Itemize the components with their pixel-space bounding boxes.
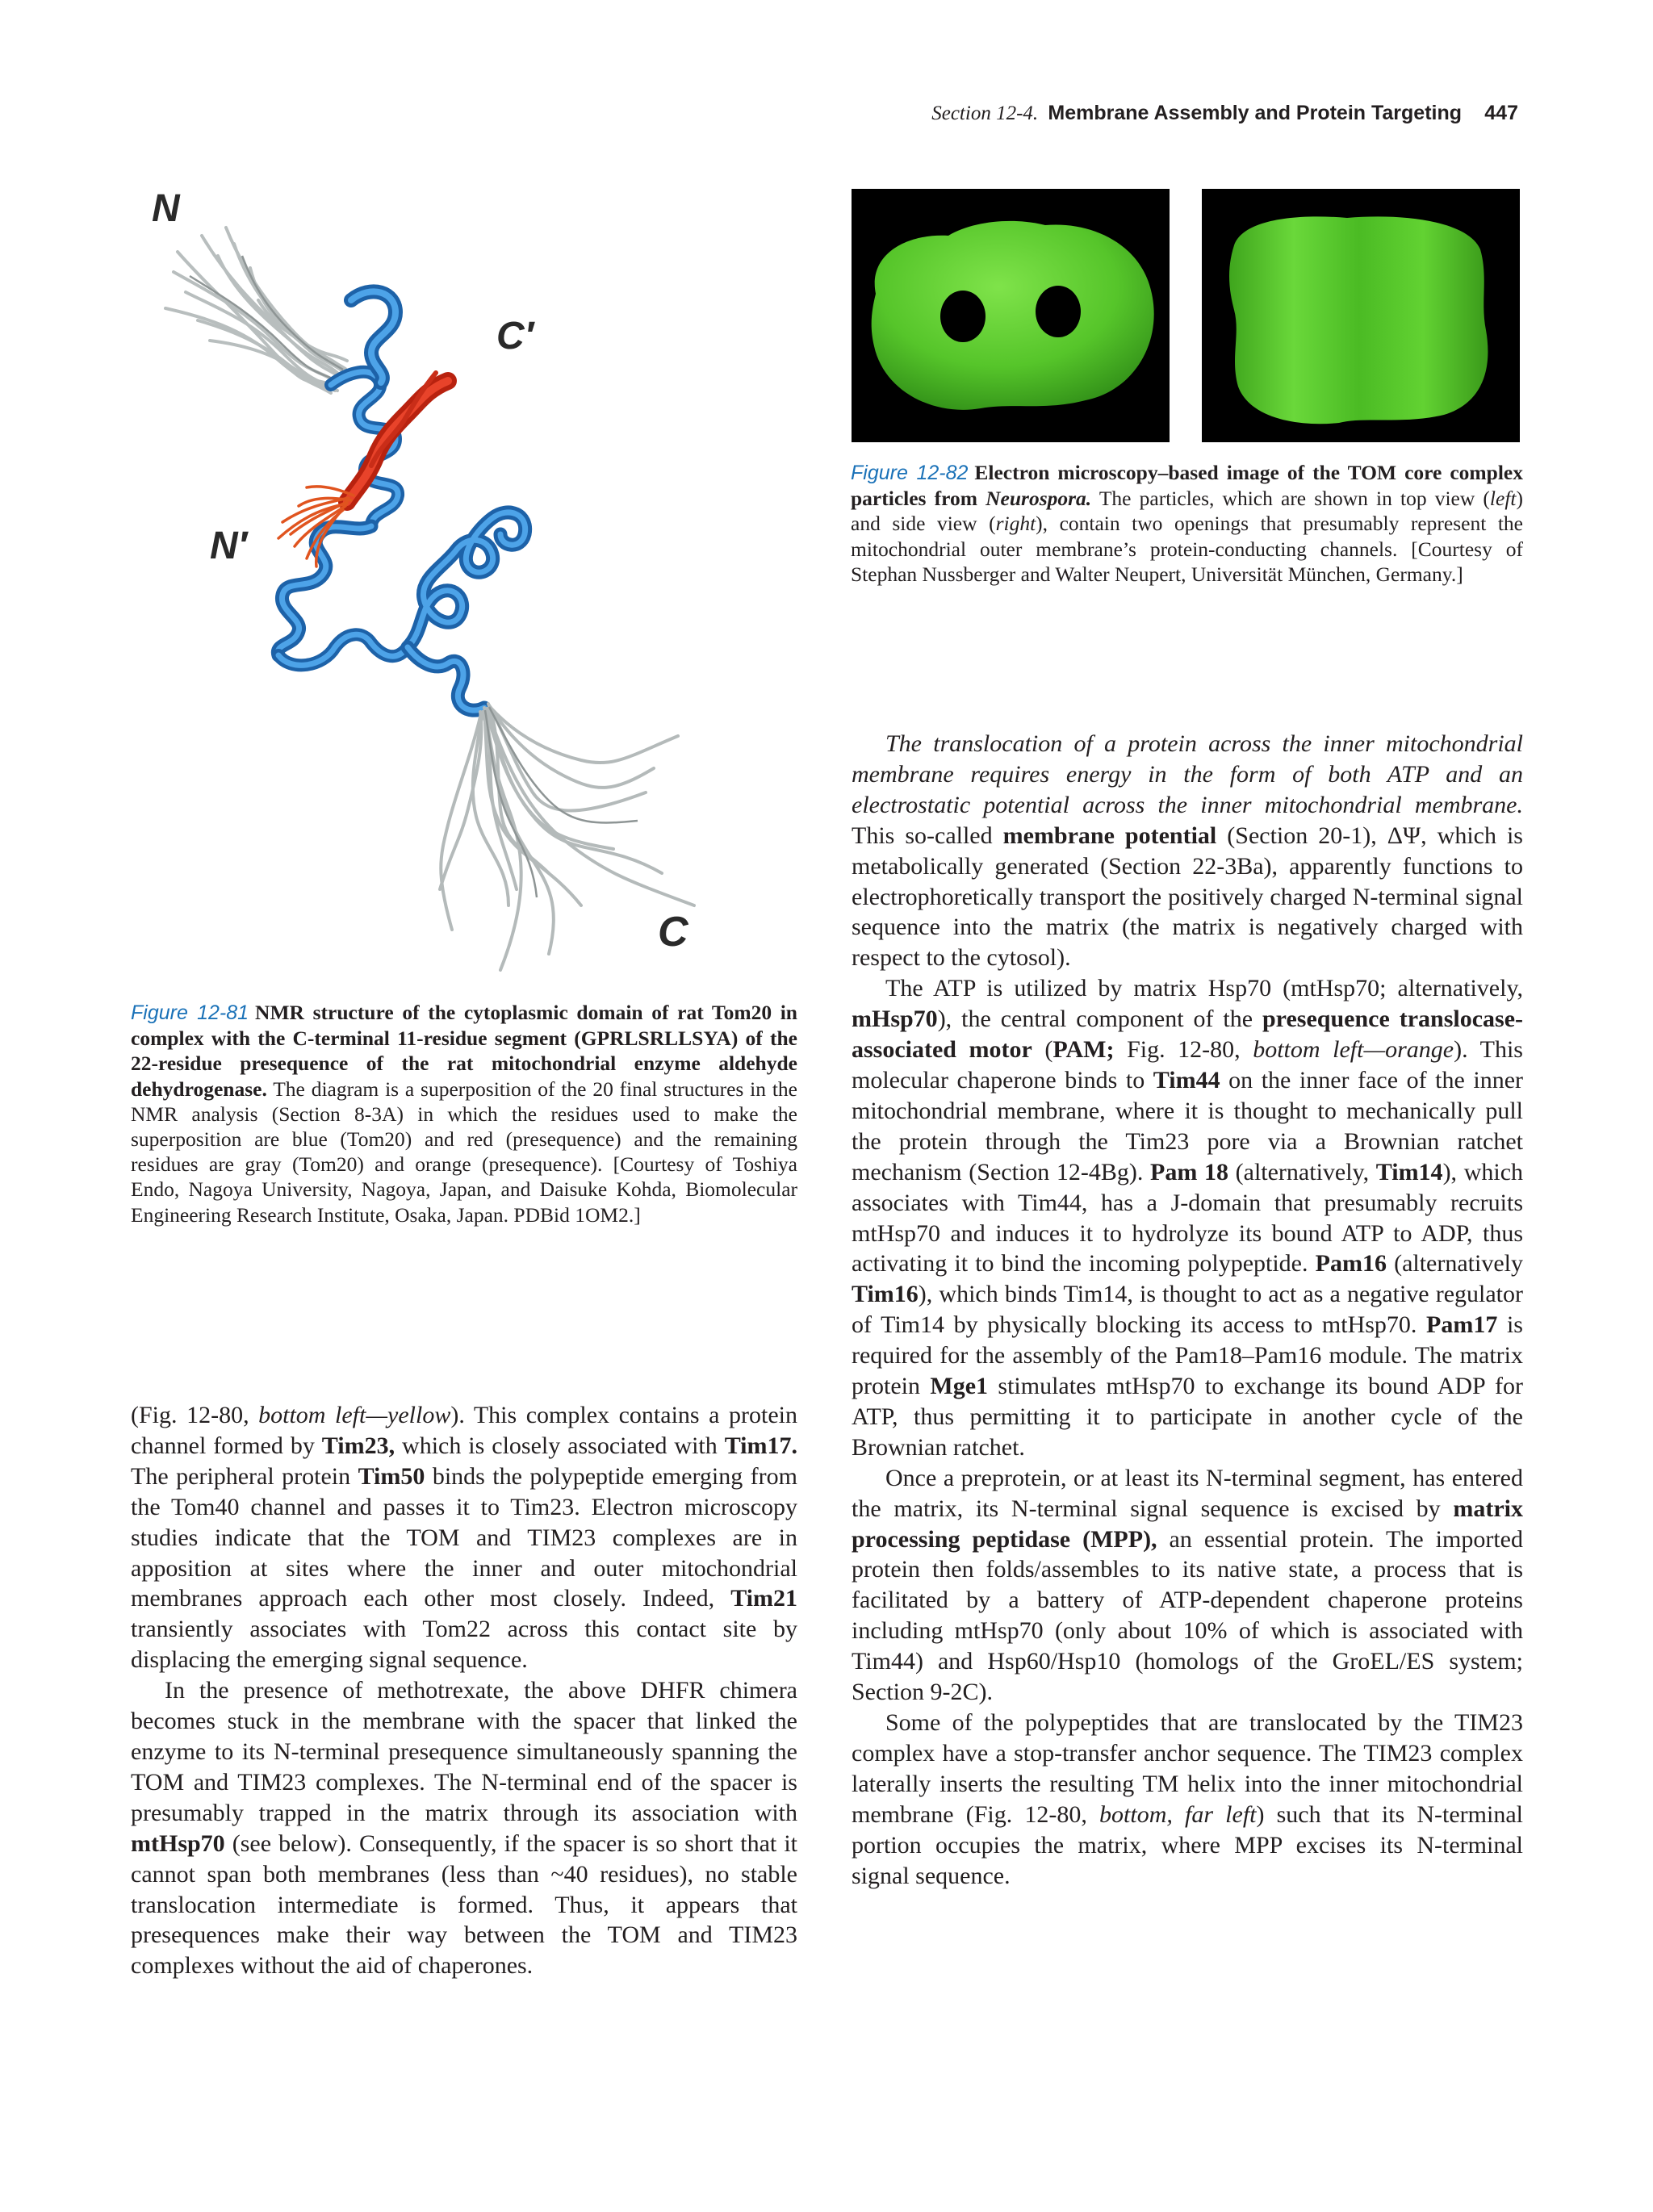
text: ). This molecular chaperone binds to: [852, 1036, 1523, 1093]
figure-12-82-caption: [851, 460, 1523, 587]
bold-term: Tim50: [358, 1462, 425, 1490]
text: an essential protein. The imported protein then folds/assembles to its native state, a process that is facilitated by a battery of ATP-dependent chaperone proteins including mtHsp70 (only about 10% of which is associated with Tim44) and Hsp60/Hsp10 (homologs of the GroEL/ES system; Section 9-2C).: [852, 1525, 1523, 1706]
bold-term: Tim17.: [724, 1432, 798, 1459]
page-number: 447: [1484, 102, 1518, 124]
paragraph: [852, 729, 1523, 973]
text: transiently associates with Tom22 across this contact site by displacing the emerging signal sequence.: [131, 1616, 797, 1674]
caption-text: ) and side view (: [851, 487, 1523, 536]
bold-term: presequence translocase-associated motor: [852, 1006, 1523, 1064]
caption-organism: Neurospora.: [986, 487, 1092, 511]
em-top-view-image: [852, 189, 1170, 442]
text: (Fig. 12-80,: [131, 1402, 259, 1428]
running-header: [931, 102, 1518, 125]
text: Once a preprotein, or at least its N-terminal segment, has entered the matrix, its N-terminal signal sequence is excised by: [852, 1464, 1523, 1522]
text: stimulates mtHsp70 to exchange its bound ADP for ATP, thus permitting it to participate in another cycle of the Brownian ratchet.: [852, 1373, 1523, 1461]
text: ) such that its N-terminal portion occupies the matrix, where MPP excises its N-terminal signal sequence.: [852, 1800, 1523, 1889]
paragraph: [852, 973, 1523, 1463]
caption-text: The diagram is a superposition of the 20 final structures in the NMR analysis (Section 8-3A) in which the residues used to make the superposition are blue (Tom20) and red (presequence) and the remaining residues are gray (Tom20) and orange (presequence). [Courtesy of Toshiya Endo, Nagoya University, Nagoya, Japan, and Daisuke Kohda, Biomolecular Engineering Research Institute, Osaka, Japan. PDBid 1OM2.]: [131, 1077, 797, 1227]
figure-12-81-caption: [131, 1000, 797, 1227]
text: ). This complex contains a protein channel formed by: [131, 1402, 797, 1459]
bold-term: Pam 18: [1150, 1158, 1228, 1185]
caption-title: Electron microscopy–based image of the TOM core complex particles from: [851, 461, 1523, 511]
text: (Section 20-1), ΔΨ, which is metabolically generated (Section 22-3Ba), apparently functions to electrophoretically transport the positively charged N-terminal signal sequence into the matrix (the matrix is negatively charged with respect to the cytosol).: [852, 822, 1523, 972]
caption-italic: right: [995, 512, 1036, 536]
label-c-prime: C′: [496, 315, 534, 358]
section-label: Section 12-4.: [931, 102, 1039, 124]
bold-term: Tim23,: [321, 1432, 395, 1459]
text: This so-called: [852, 822, 1003, 849]
text: which is closely associated with: [395, 1432, 725, 1459]
text: on the inner face of the inner mitochondrial membrane, where it is thought to mechanically pull the protein through the Tim23 pore via a Brownian ratchet mechanism (Section 12-4Bg).: [852, 1066, 1523, 1185]
text: Some of the polypeptides that are translocated by the TIM23 complex have a stop-transfer anchor sequence. The TIM23 complex laterally inserts the resulting TM helix into the inner mitochondrial membrane (Fig. 12-80,: [852, 1709, 1523, 1828]
text: The peripheral protein: [131, 1462, 358, 1490]
label-n-prime: N′: [210, 525, 248, 567]
text: (: [1032, 1036, 1053, 1064]
em-side-view-image: [1202, 189, 1520, 442]
paragraph: [852, 1708, 1523, 1891]
bold-term: Tim14: [1375, 1158, 1443, 1185]
bold-term: Mge1: [930, 1373, 989, 1400]
bold-term: Tim21: [730, 1585, 797, 1612]
caption-italic: left: [1489, 487, 1517, 511]
text: (alternatively: [1386, 1250, 1523, 1277]
left-column-text: [131, 1400, 797, 1981]
tom20-c-terminal-coils: [440, 704, 694, 970]
text: is required for the assembly of the Pam18–Pam16 module. The matrix protein: [852, 1311, 1523, 1400]
caption-text: ), contain two openings that presumably represent the mitochondrial outer membrane’s protein-conducting channels. [Courtesy of Stephan Nussberger and Walter Neupert, Universität München, Germany.]: [851, 512, 1523, 586]
right-column-text: [852, 729, 1523, 1891]
bold-term: matrix processing peptidase (MPP),: [852, 1495, 1523, 1553]
paragraph: [131, 1400, 797, 1675]
text: binds the polypeptide emerging from the Tom40 channel and passes it to Tim23. Electron microscopy studies indicate that the TOM and TIM23 complexes are in apposition at sites where the inner and outer mitochondrial membranes approach each other most closely. Indeed,: [131, 1462, 797, 1612]
italic-text: bottom left—orange: [1253, 1036, 1454, 1064]
caption-title: NMR structure of the cytoplasmic domain of rat Tom20 in complex with the C-terminal 11-residue segment (GPRLSRLLSYA) of the 22-residue presequence of the rat mitochondrial enzyme aldehyde dehydrogenase.: [131, 1001, 797, 1101]
bold-term: Tim44: [1153, 1066, 1220, 1093]
figure-12-81-label: Figure 12-81: [131, 1001, 249, 1024]
caption-text: The particles, which are shown in top view (: [1099, 487, 1490, 511]
figure-12-82-label: Figure 12-82: [851, 462, 969, 484]
paragraph: [131, 1675, 797, 1981]
label-n: N: [152, 187, 180, 230]
bold-term: membrane potential: [1002, 822, 1217, 849]
text: (alternatively,: [1228, 1158, 1376, 1185]
italic-text: bottom left—yellow: [258, 1402, 451, 1428]
text: Fig. 12-80,: [1114, 1036, 1253, 1064]
text: ), which associates with Tim44, has a J-domain that presumably recruits mtHsp70 and induces it to hydrolyze its bound ATP to ADP, thus activating it to bind the incoming polypeptide.: [852, 1158, 1524, 1277]
text: The ATP is utilized by matrix Hsp70 (mtHsp70; alternatively,: [885, 975, 1523, 1002]
italic-text: The translocation of a protein across the inner mitochondrial membrane requires energy in the form of both ATP and an electrostatic potential across the inner mitochondrial membrane.: [852, 730, 1523, 818]
paragraph: [852, 1463, 1523, 1708]
text: (see below). Consequently, if the spacer is so short that it cannot span both membranes (less than ~40 residues), no stable translocation intermediate is formed. Thus, it appears that presequences make their way between the TOM and TIM23 complexes without the aid of chaperones.: [131, 1829, 797, 1980]
bold-term: PAM;: [1052, 1036, 1115, 1064]
bold-term: mHsp70: [852, 1006, 938, 1033]
tom20-n-terminal-coils: [165, 228, 347, 393]
text: In the presence of methotrexate, the above DHFR chimera becomes stuck in the membrane with the spacer that linked the enzyme to its N-terminal presequence simultaneously spanning the TOM and TIM23 complexes. The N-terminal end of the spacer is presumably trapped in the matrix through its association with: [131, 1677, 797, 1826]
figure-12-81-nmr-structure: [129, 179, 799, 986]
italic-text: bottom, far left: [1099, 1800, 1257, 1828]
text: ), the central component of the: [937, 1006, 1262, 1033]
label-c: C: [658, 909, 688, 955]
section-title: Membrane Assembly and Protein Targeting: [1048, 102, 1463, 124]
bold-term: Pam16: [1315, 1250, 1387, 1277]
text: ), which binds Tim14, is thought to act as a negative regulator of Tim14 by physically blocking its access to mtHsp70.: [852, 1281, 1523, 1339]
bold-term: Tim16: [852, 1281, 919, 1308]
bold-term: mtHsp70: [131, 1829, 225, 1857]
bold-term: Pam17: [1426, 1311, 1498, 1339]
